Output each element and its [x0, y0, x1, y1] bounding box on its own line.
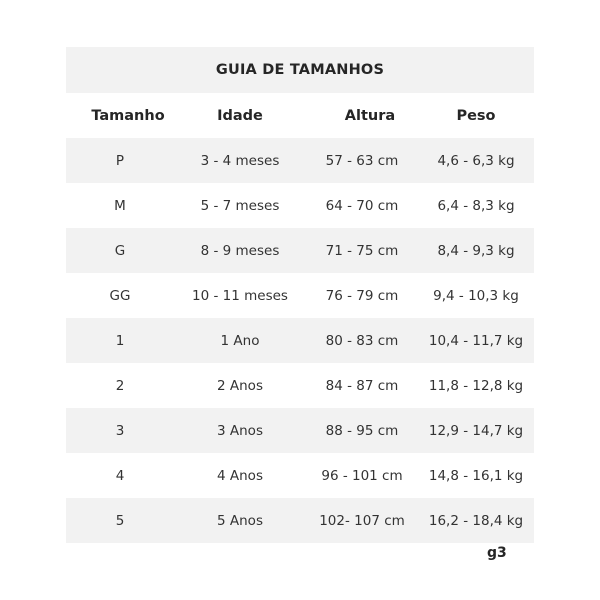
cell-weight: 16,2 - 18,4 kg — [428, 512, 524, 529]
cell-age: 5 Anos — [217, 512, 263, 529]
size-guide-table — [66, 47, 534, 543]
cell-size: G — [114, 242, 126, 259]
cell-height: 96 - 101 cm — [321, 467, 403, 484]
cell-age: 3 Anos — [217, 422, 263, 439]
cell-age: 5 - 7 meses — [200, 197, 280, 214]
cell-age: 8 - 9 meses — [200, 242, 280, 259]
table-row — [66, 363, 534, 408]
header-age: Idade — [217, 107, 263, 124]
cell-age: 10 - 11 meses — [192, 287, 288, 304]
table-row — [66, 408, 534, 453]
table-row — [66, 138, 534, 183]
cell-age: 2 Anos — [217, 377, 263, 394]
cell-size: GG — [109, 287, 131, 304]
cell-age: 1 Ano — [220, 332, 260, 349]
cell-height: 71 - 75 cm — [325, 242, 399, 259]
header-height: Altura — [344, 107, 396, 124]
brand-mark: g3 — [487, 545, 507, 561]
cell-age: 3 - 4 meses — [200, 152, 280, 169]
cell-weight: 10,4 - 11,7 kg — [428, 332, 524, 349]
cell-weight: 6,4 - 8,3 kg — [437, 197, 515, 214]
cell-weight: 14,8 - 16,1 kg — [428, 467, 524, 484]
table-row — [66, 318, 534, 363]
table-row — [66, 453, 534, 498]
cell-height: 57 - 63 cm — [325, 152, 399, 169]
cell-age: 4 Anos — [217, 467, 263, 484]
cell-size: 4 — [115, 467, 125, 484]
cell-size: 3 — [115, 422, 125, 439]
cell-height: 84 - 87 cm — [325, 377, 399, 394]
cell-height: 88 - 95 cm — [325, 422, 399, 439]
cell-size: 2 — [115, 377, 125, 394]
header-size: Tamanho — [91, 107, 165, 124]
cell-weight: 12,9 - 14,7 kg — [428, 422, 524, 439]
cell-weight: 11,8 - 12,8 kg — [428, 377, 524, 394]
table-row — [66, 228, 534, 273]
cell-size: M — [114, 197, 126, 214]
cell-size: P — [115, 152, 125, 169]
cell-height: 102- 107 cm — [319, 512, 405, 529]
cell-weight: 9,4 - 10,3 kg — [433, 287, 519, 304]
table-title: GUIA DE TAMANHOS — [66, 47, 534, 93]
header-weight: Peso — [456, 107, 496, 124]
table-row — [66, 498, 534, 543]
cell-weight: 4,6 - 6,3 kg — [437, 152, 515, 169]
cell-size: 5 — [115, 512, 125, 529]
table-row — [66, 183, 534, 228]
table-row — [66, 273, 534, 318]
cell-height: 80 - 83 cm — [325, 332, 399, 349]
cell-size: 1 — [115, 332, 125, 349]
cell-weight: 8,4 - 9,3 kg — [437, 242, 515, 259]
cell-height: 64 - 70 cm — [325, 197, 399, 214]
table-header-row — [66, 93, 534, 138]
cell-height: 76 - 79 cm — [325, 287, 399, 304]
